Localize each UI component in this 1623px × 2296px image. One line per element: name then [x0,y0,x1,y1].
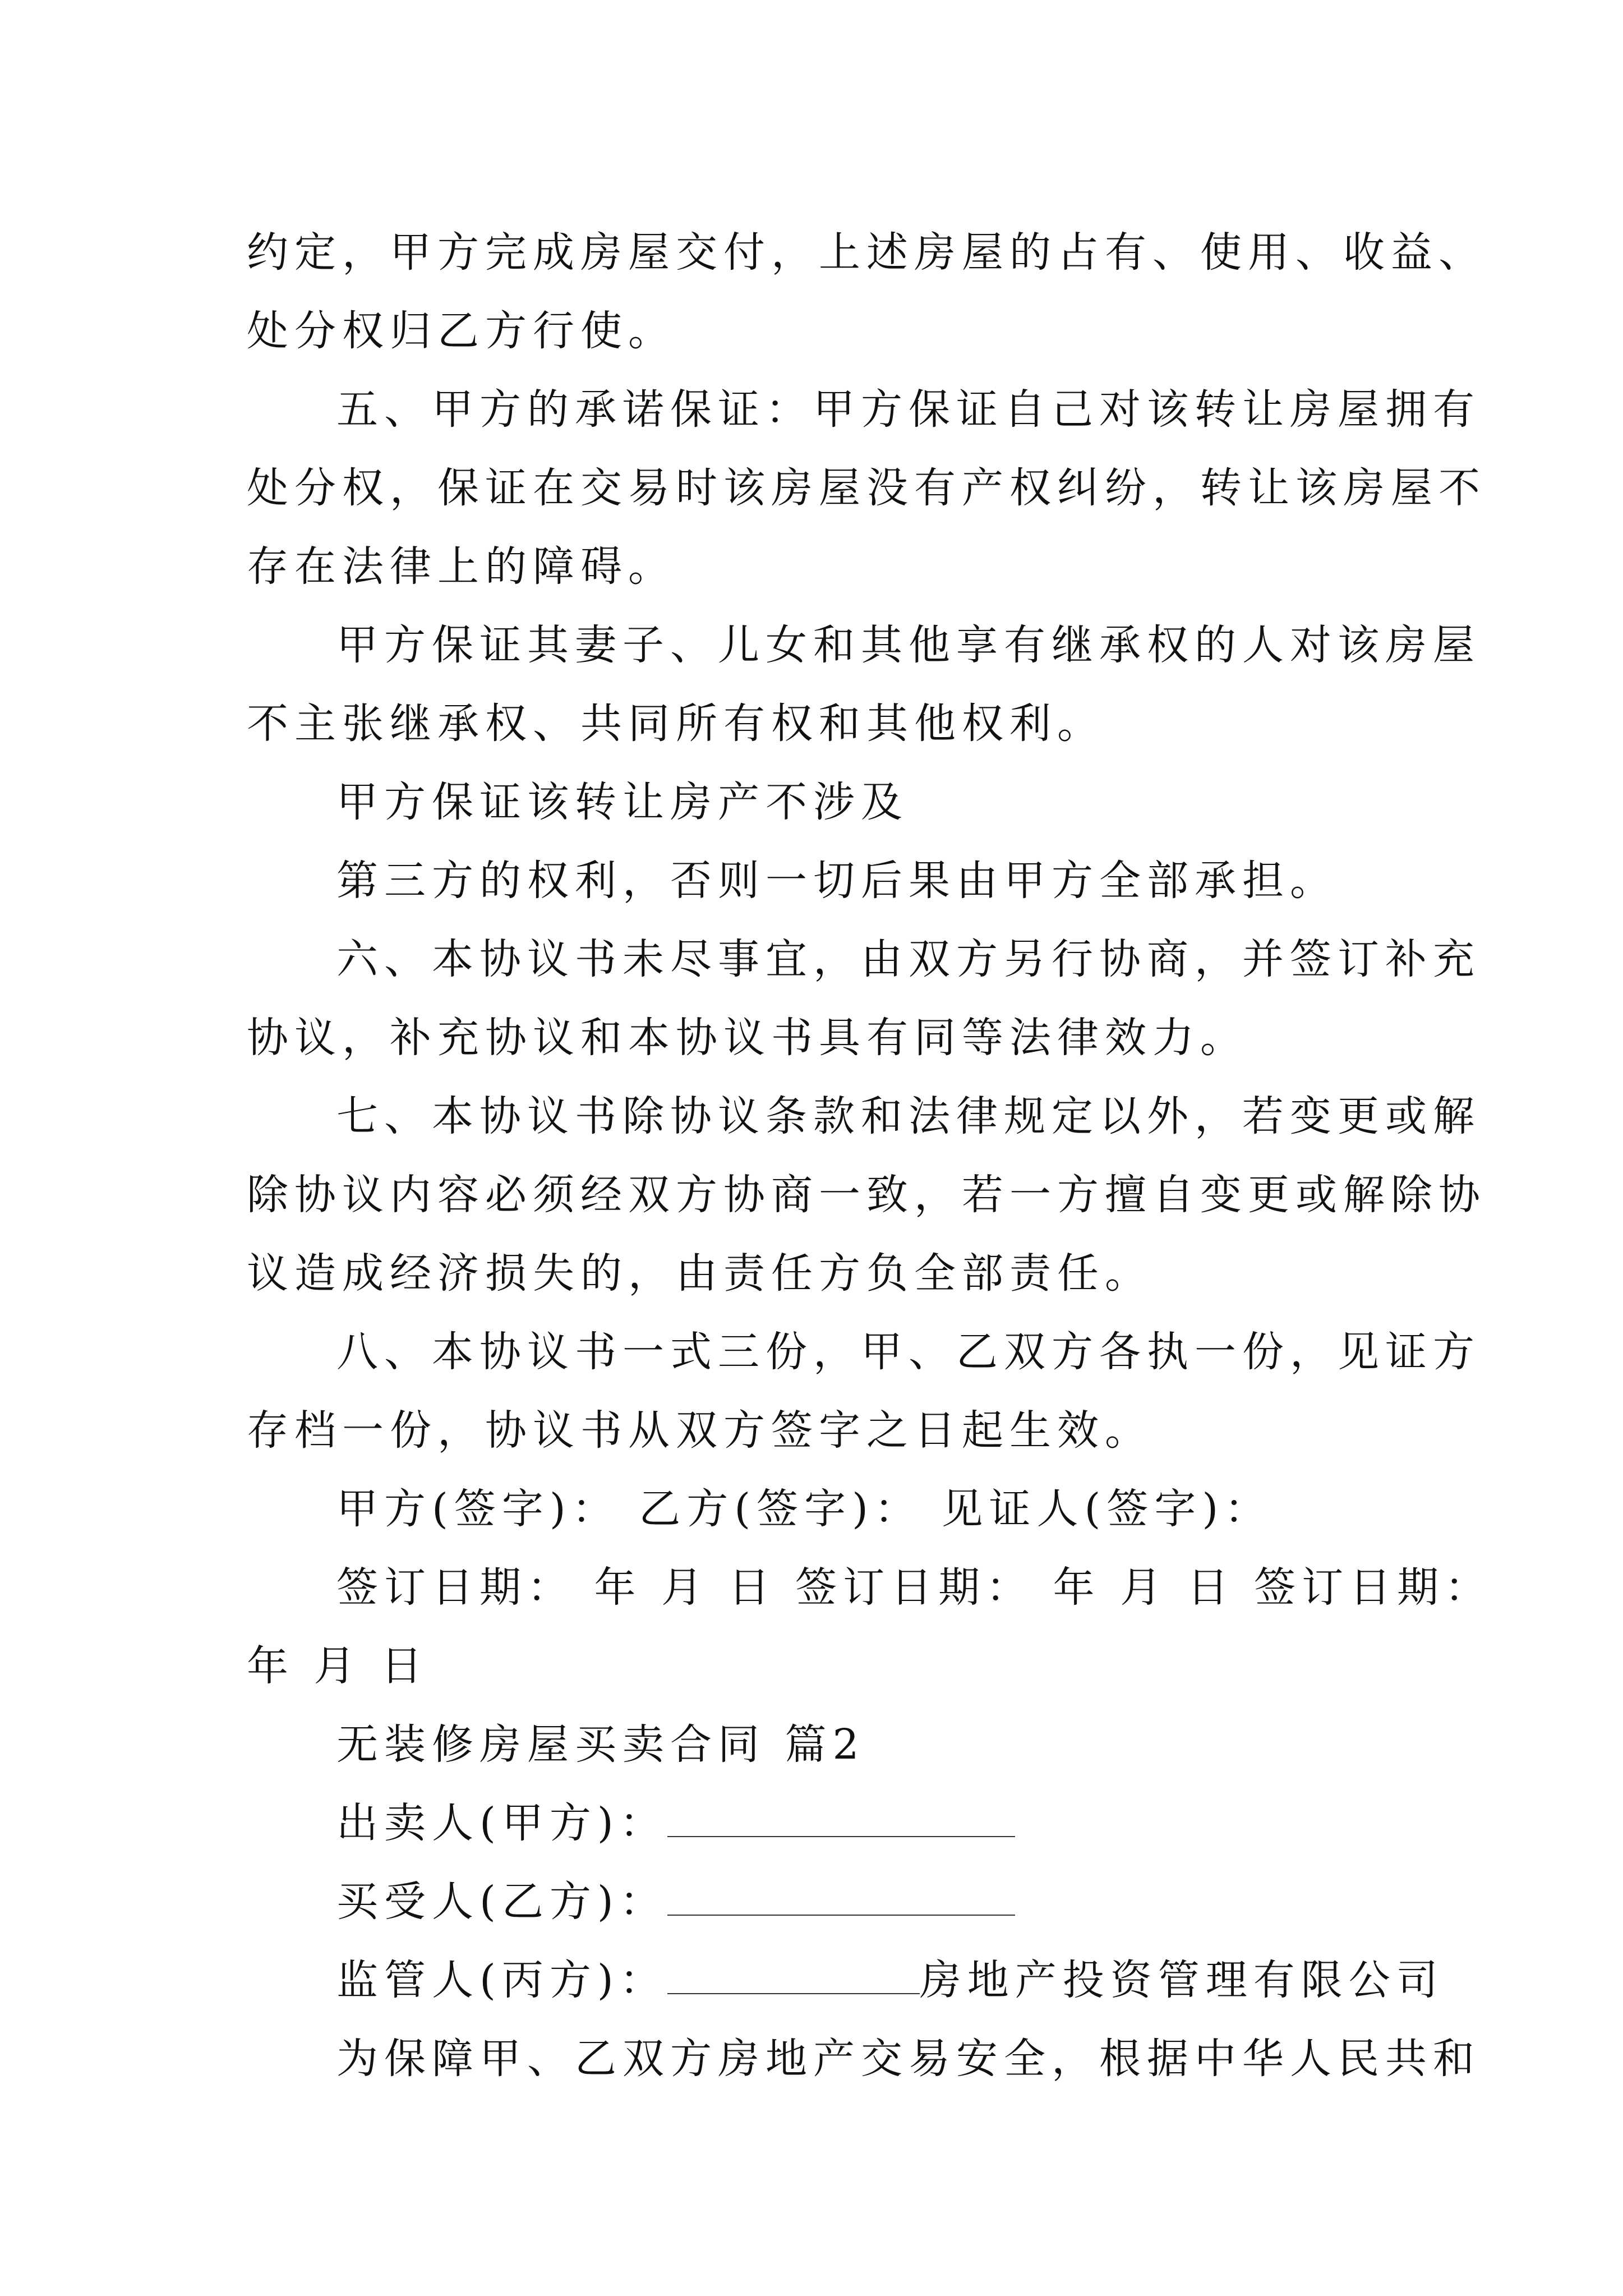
clause-seven-line: 七、本协议书除协议条款和法律规定以外，若变更或解 [336,1092,1481,1140]
paragraph-line: 存在法律上的障碍。 [247,542,676,591]
contract-title-line: 无装修房屋买卖合同 篇2 [336,1720,865,1769]
signature-line: 甲方(签字)： 乙方(签字)： 见证人(签字)： [336,1485,1272,1533]
supervisor-blank [667,1948,920,1994]
seller-line [336,1784,1015,1862]
paragraph-line: 约定，甲方完成房屋交付，上述房屋的占有、使用、收益、 [247,228,1486,277]
signing-date-line: 签订日期： 年 月 日 签订日期： 年 月 日 签订日期： [336,1563,1493,1612]
clause-six-line: 六、本协议书未尽事宜，由双方另行协商，并签订补充 [336,935,1481,983]
supervisor-company: 房地产投资管理有限公司 [919,1956,1444,2004]
signing-date-line-continued: 年 月 日 [247,1642,429,1690]
clause-five-line: 五、甲方的承诺保证：甲方保证自己对该转让房屋拥有 [336,385,1481,434]
supervisor-line [336,1941,1444,2019]
paragraph-line: 为保障甲、乙双方房地产交易安全，根据中华人民共和 [336,2035,1481,2083]
seller-blank [667,1791,1015,1837]
seller-label: 出卖人(甲方)： [336,1799,667,1847]
paragraph-line: 不主张继承权、共同所有权和其他权利。 [247,700,1105,748]
clause-eight-line: 八、本协议书一式三份，甲、乙双方各执一份，见证方 [336,1328,1481,1376]
paragraph-line: 议造成经济损失的，由责任方负全部责任。 [247,1249,1152,1297]
paragraph-line: 处分权，保证在交易时该房屋没有产权纠纷，转让该房屋不 [247,464,1486,512]
paragraph-line: 协议，补充协议和本协议书具有同等法律效力。 [247,1014,1248,1062]
paragraph-line: 甲方保证其妻子、儿女和其他享有继承权的人对该房屋 [336,621,1481,669]
buyer-label: 买受人(乙方)： [336,1878,667,1926]
buyer-blank [667,1870,1015,1916]
paragraph-line: 存档一份，协议书从双方签字之日起生效。 [247,1406,1152,1455]
paragraph-line: 处分权归乙方行使。 [247,307,676,355]
supervisor-label: 监管人(丙方)： [336,1956,667,2004]
paragraph-line: 第三方的权利，否则一切后果由甲方全部承担。 [336,857,1338,905]
paragraph-line: 甲方保证该转让房产不涉及 [336,778,909,826]
buyer-line [336,1862,1015,1941]
paragraph-line: 除协议内容必须经双方协商一致，若一方擅自变更或解除协 [247,1171,1486,1219]
